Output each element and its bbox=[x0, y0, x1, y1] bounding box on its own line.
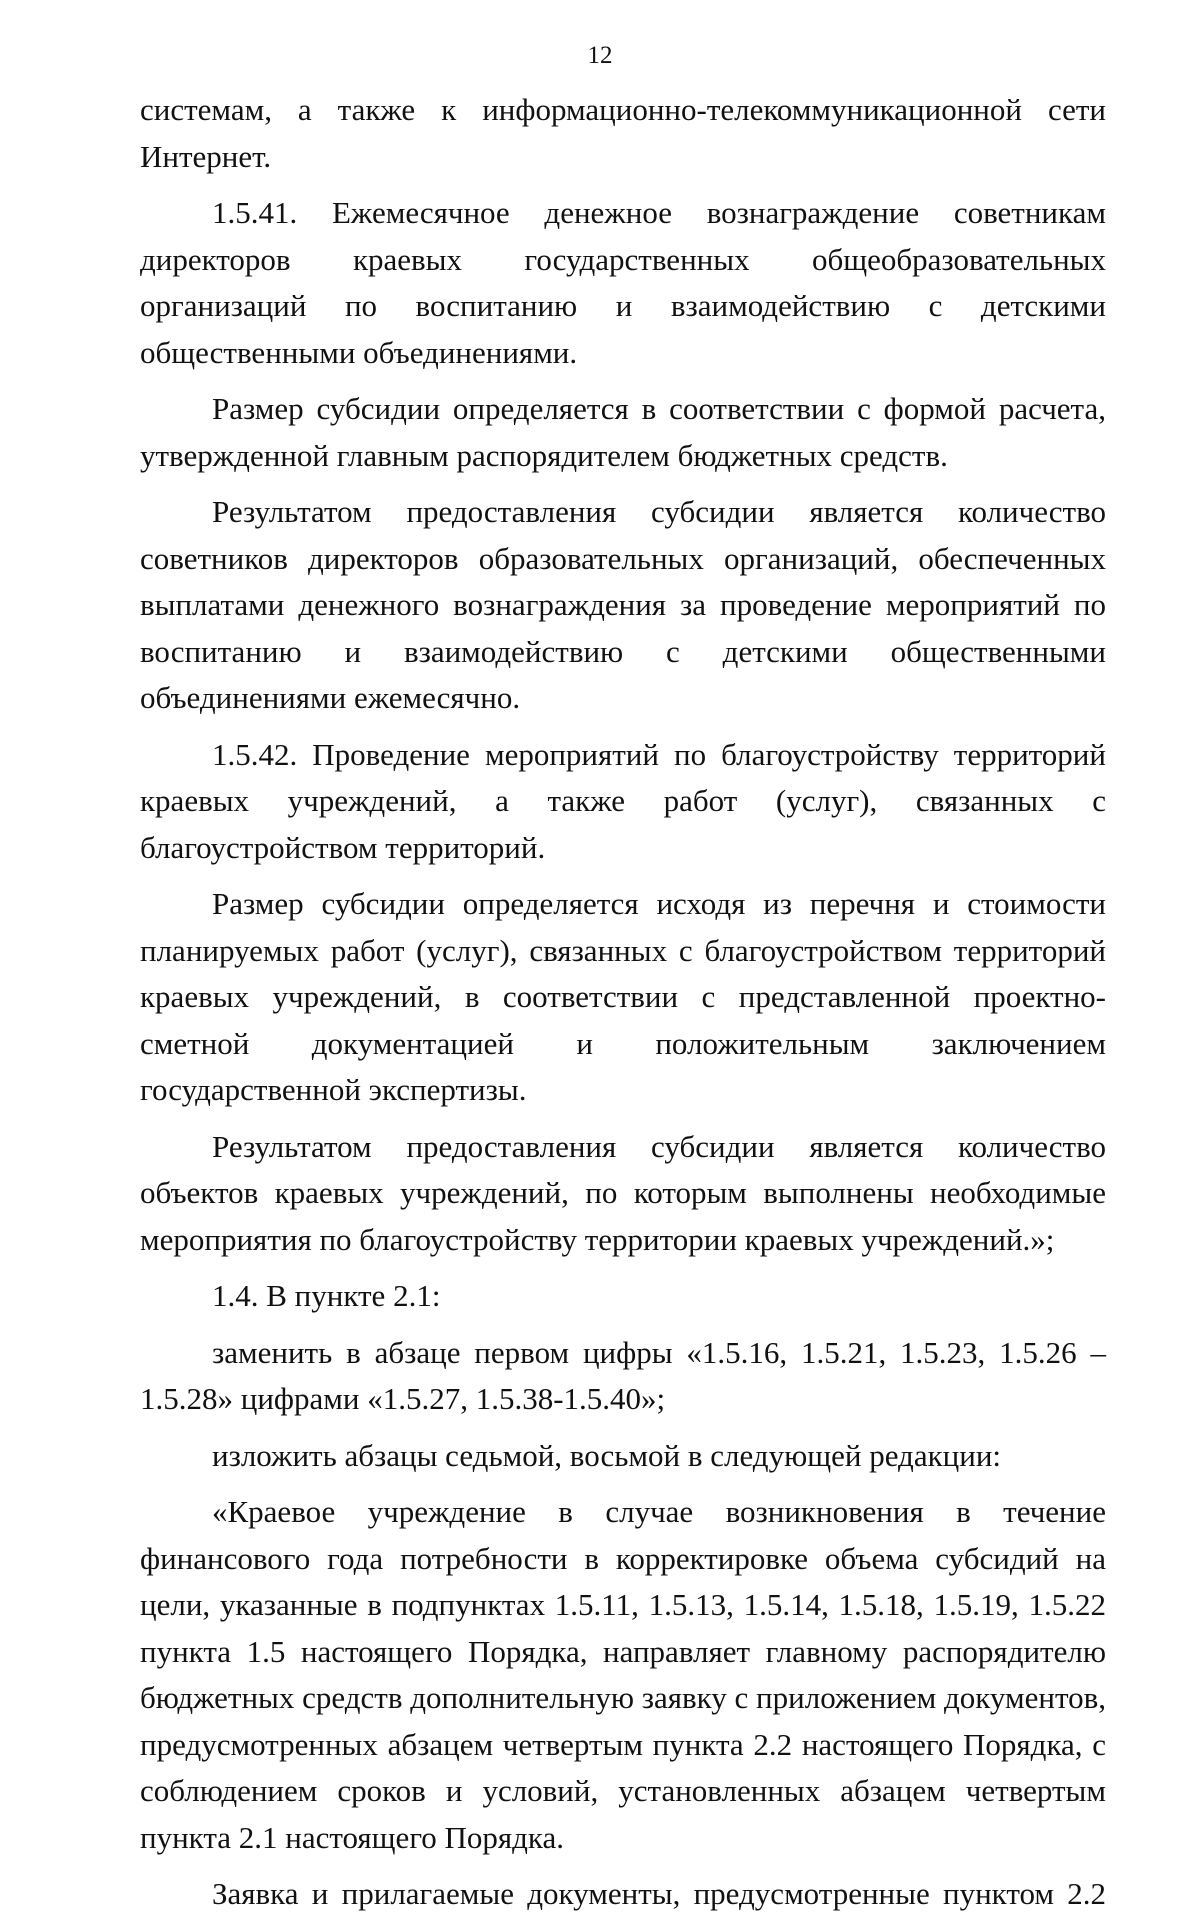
paragraph-item-1-5-41: 1.5.41. Ежемесячное денежное вознаграждение советникам директоров краевых государственных общеобразовательных организаций по воспитанию и взаимодействию с детскими общественными объединениями. bbox=[140, 195, 1106, 370]
paragraph-result-1: Результатом предоставления субсидии является количество советников директоров образовательных организаций, обеспеченных выплатами денежного вознаграждения за проведение мероприятий по воспитанию и взаимодействию с детскими общественными объединениями ежемесячно. bbox=[140, 494, 1106, 715]
paragraph-item-1-5-42: 1.5.42. Проведение мероприятий по благоустройству территорий краевых учреждений, а также работ (услуг), связанных с благоустройством территорий. bbox=[140, 736, 1106, 865]
paragraph-subsidy-size-2: Размер субсидии определяется исходя из перечня и стоимости планируемых работ (услуг), связанных с благоустройством территорий краевых учреждений, в соответствии с представленной проектно-сметной документацией и положительным заключением государственной экспертизы. bbox=[140, 886, 1106, 1107]
paragraph-replace-digits: заменить в абзаце первом цифры «1.5.16, 1.5.21, 1.5.23, 1.5.26 – 1.5.28» цифрами «1.5.27, 1.5.38-1.5.40»; bbox=[140, 1334, 1106, 1416]
paragraph-application-documents: Заявка и прилагаемые документы, предусмотренные пунктом 2.2 bbox=[212, 1876, 1106, 1911]
paragraph-result-2: Результатом предоставления субсидии является количество объектов краевых учреждений, по которым выполнены необходимые мероприятия по благоустройству территории краевых учреждений.»; bbox=[140, 1128, 1106, 1257]
paragraph-subsidy-size-1: Размер субсидии определяется в соответствии с формой расчета, утвержденной главным распорядителем бюджетных средств. bbox=[140, 391, 1106, 473]
paragraph-quoted-clause: «Краевое учреждение в случае возникновения в течение финансового года потребности в корректировке объема субсидий на цели, указанные в подпунктах 1.5.11, 1.5.13, 1.5.14, 1.5.18, 1.5.19, 1.5.22 пункта 1.5 настоящего Порядка, направляет главному распорядителю бюджетных средств дополнительную заявку с приложением документов, предусмотренных абзацем четвертым пункта 2.2 настоящего Порядка, с соблюдением сроков и условий, установленных абзацем четвертым пункта 2.1 настоящего Порядка. bbox=[140, 1494, 1106, 1855]
paragraph-restate-clauses: изложить абзацы седьмой, восьмой в следующей редакции: bbox=[212, 1437, 1002, 1473]
document-body bbox=[140, 87, 1106, 1928]
paragraph-continuation: системам, а также к информационно-телекоммуникационной сети Интернет. bbox=[140, 92, 1106, 174]
page-number: 12 bbox=[587, 42, 613, 69]
paragraph-item-1-4: 1.4. В пункте 2.1: bbox=[212, 1278, 441, 1313]
